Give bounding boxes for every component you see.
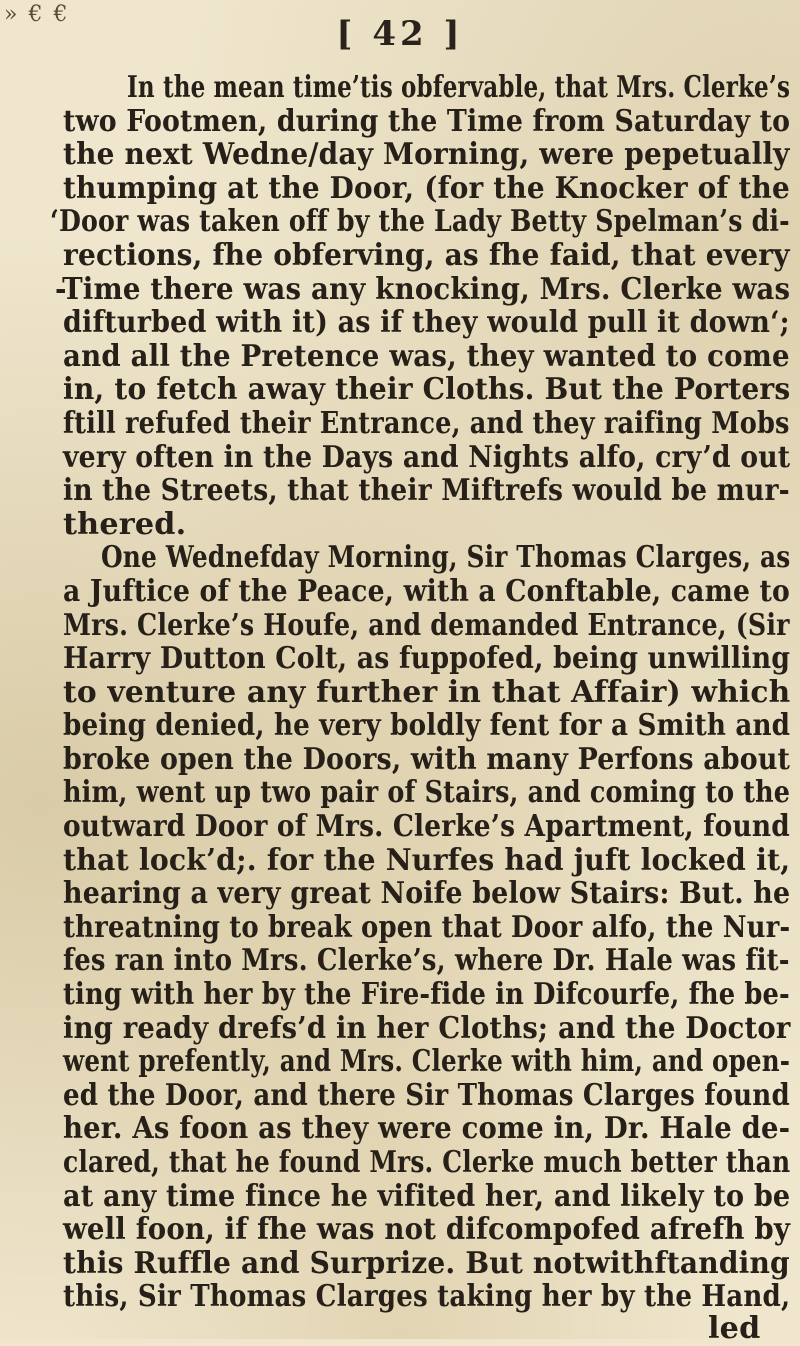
text-line: ftill refufed their Entrance, and they raifing Mobs bbox=[63, 405, 790, 441]
text-line: Mrs. Clerke’s Houfe, and demanded Entrance, (Sir bbox=[63, 607, 790, 643]
corner-mark: » € € bbox=[4, 2, 70, 27]
text-line: very often in the Days and Nights alfo, cry’d out bbox=[63, 439, 791, 475]
text-line: ting with her by the Fire-fide in Difcourfe, fhe be- bbox=[63, 977, 790, 1013]
text-line: hearing a very great Noife below Stairs: But. he bbox=[63, 876, 791, 912]
text-line: Harry Dutton Colt, as fuppofed, being unwilling bbox=[63, 641, 791, 677]
text-line: a Juftice of the Peace, with a Conftable, came to bbox=[63, 573, 790, 609]
text-line: outward Door of Mrs. Clerke’s Apartment, found bbox=[63, 809, 790, 845]
text-line: in the Streets, that their Miftrefs would be mur- bbox=[63, 473, 790, 509]
page-number: [ 42 ] bbox=[336, 14, 464, 54]
text-line: in, to fetch away their Cloths. But the Porters bbox=[63, 372, 791, 408]
text-line: thumping at the Door, (for the Knocker of the bbox=[63, 170, 790, 206]
text-line: fes ran into Mrs. Clerke’s, where Dr. Hale was fit- bbox=[63, 943, 790, 979]
text-line: ed the Door, and there Sir Thomas Clarges found bbox=[63, 1077, 790, 1113]
text-line: well foon, if fhe was not difcompofed afrefh by bbox=[63, 1212, 791, 1248]
text-line: thered. bbox=[63, 506, 187, 542]
text-line: two Footmen, during the Time from Saturday to bbox=[63, 103, 791, 139]
text-line: ‘Door was taken off by the Lady Betty Spelman’s di- bbox=[50, 204, 790, 240]
text-line: clared, that he found Mrs. Clerke much better than bbox=[63, 1145, 791, 1181]
text-line: the next Wedne/day Morning, were pepetually bbox=[63, 137, 790, 173]
text-line: went prefently, and Mrs. Clerke with him, and open- bbox=[63, 1044, 791, 1080]
text-line: threatning to break open that Door alfo, the Nur- bbox=[63, 909, 791, 945]
text-line: this, Sir Thomas Clarges taking her by the Hand, bbox=[63, 1279, 791, 1315]
text-line: broke open the Doors, with many Perfons about bbox=[63, 741, 791, 777]
text-line: ing ready drefs’d in her Cloths; and the Doctor bbox=[63, 1010, 791, 1046]
text-line: and all the Pretence was, they wanted to come bbox=[63, 338, 790, 374]
text-line: difturbed with it) as if they would pull it down‘; bbox=[63, 305, 790, 341]
text-line: her. As foon as they were come in, Dr. Hale de- bbox=[63, 1111, 791, 1147]
text-line: at any time fince he vifited her, and likely to be bbox=[63, 1178, 791, 1214]
text-line: In the mean time’tis obfervable, that Mrs. Clerke’s bbox=[127, 70, 791, 105]
text-line: to venture any further in that Affair) which bbox=[63, 674, 791, 710]
text-line: being denied, he very boldly fent for a Smith and bbox=[63, 708, 791, 744]
text-line: that lock’d;. for the Nurfes had juft locked it, bbox=[63, 842, 791, 878]
catchword: led bbox=[708, 1311, 761, 1346]
text-line: him, went up two pair of Stairs, and coming to the bbox=[63, 775, 791, 811]
text-line: this Ruffle and Surprize. But notwithftanding bbox=[63, 1245, 790, 1281]
text-line: One Wednefday Morning, Sir Thomas Clarges, as bbox=[101, 540, 791, 576]
text-line: rections, fhe obferving, as fhe faid, that every bbox=[63, 237, 790, 273]
text-line: -Time there was any knocking, Mrs. Clerke was bbox=[55, 271, 791, 307]
